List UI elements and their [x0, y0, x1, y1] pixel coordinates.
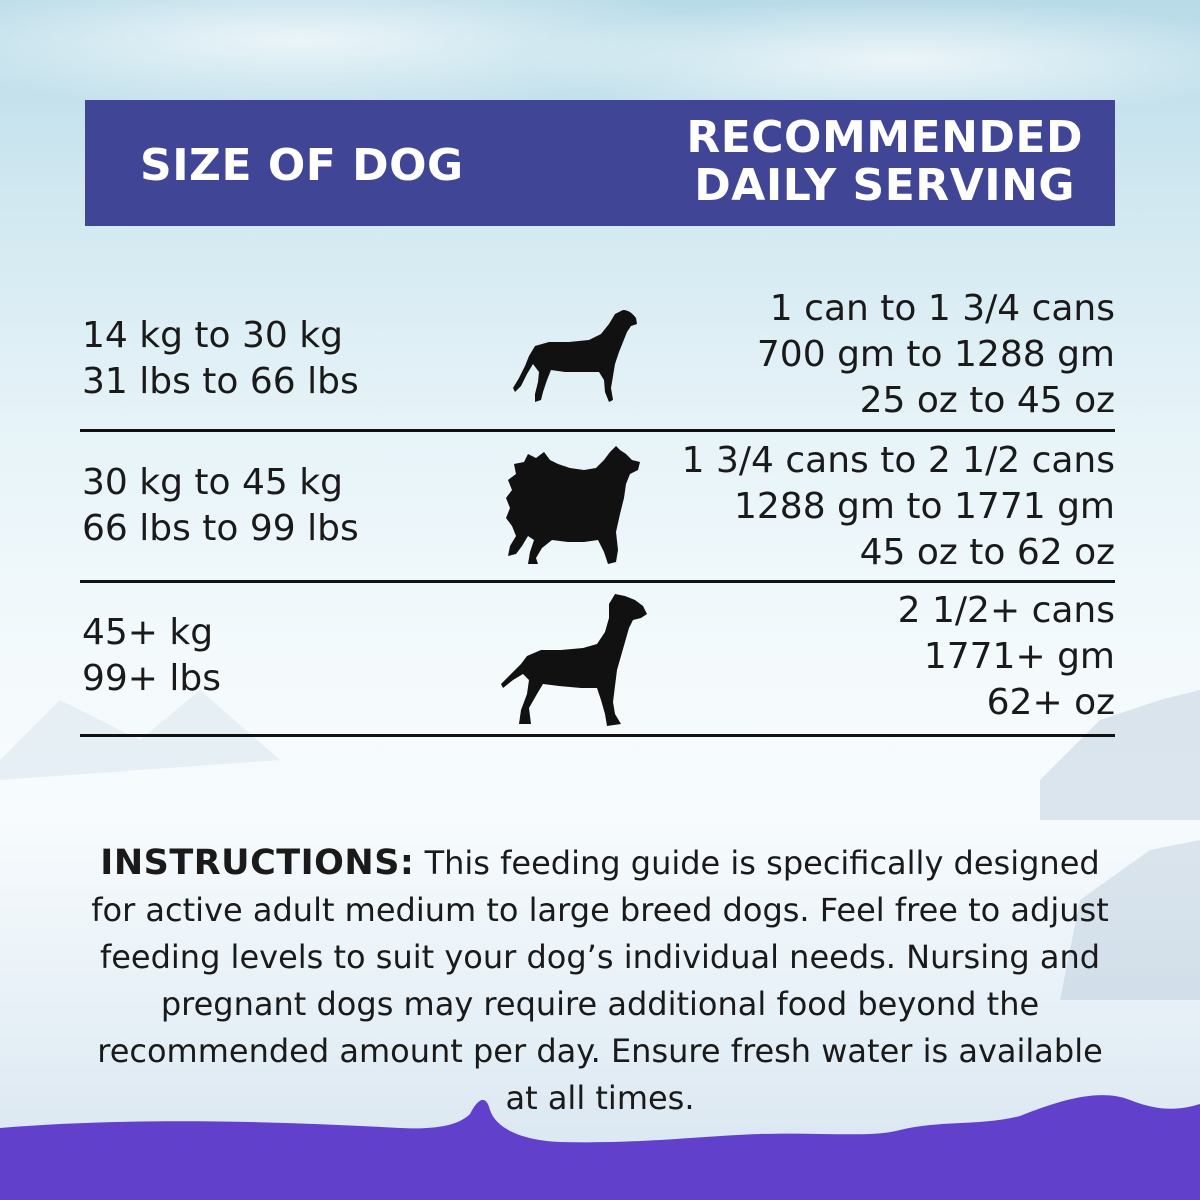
serving-oz: 62+ oz	[986, 682, 1115, 723]
table-header	[85, 100, 1115, 226]
row-divider	[80, 580, 1115, 583]
serving-cell	[682, 438, 1115, 576]
size-of-dog-heading: SIZE OF DOG	[140, 140, 464, 191]
fluffy-dog-icon	[498, 442, 643, 570]
serving-oz: 25 oz to 45 oz	[859, 380, 1115, 421]
serving-cell	[757, 286, 1115, 424]
size-lbs: 99+ lbs	[82, 658, 222, 699]
size-kg: 14 kg to 30 kg	[82, 315, 343, 356]
serving-oz: 45 oz to 62 oz	[859, 532, 1115, 573]
recommended-serving-heading	[686, 114, 1083, 210]
serving-cans: 2 1/2+ cans	[897, 590, 1115, 631]
dog-size-cell	[82, 610, 221, 702]
size-kg: 30 kg to 45 kg	[82, 462, 343, 503]
size-lbs: 31 lbs to 66 lbs	[82, 361, 359, 402]
table-row	[80, 440, 1115, 575]
instructions-text: This feeding guide is specifically designed for active adult medium to large breed dogs. Feel free to adjust feeding levels to suit your dog’s individual needs. Nursing and pregnant dogs may require additional food beyond the recommended amount per day. Ensure fresh water is available at all times.	[91, 844, 1109, 1117]
dog-size-cell	[82, 460, 359, 552]
size-kg: 45+ kg	[82, 612, 214, 653]
serving-cans: 1 can to 1 3/4 cans	[769, 288, 1115, 329]
serving-heading-line1: RECOMMENDED	[686, 112, 1083, 163]
serving-heading-line2: DAILY SERVING	[694, 160, 1076, 211]
serving-gm: 1288 gm to 1771 gm	[734, 486, 1115, 527]
table-row	[80, 590, 1115, 730]
serving-gm: 700 gm to 1288 gm	[756, 334, 1115, 375]
serving-cell	[898, 588, 1115, 726]
row-divider	[80, 429, 1115, 432]
table-row	[80, 290, 1115, 420]
great-dane-icon	[497, 590, 652, 730]
dog-size-cell	[82, 313, 359, 405]
purple-wave-footer	[0, 1080, 1200, 1200]
row-divider	[80, 734, 1115, 737]
medium-dog-icon	[505, 302, 640, 407]
instructions-label: INSTRUCTIONS:	[100, 843, 415, 883]
serving-cans: 1 3/4 cans to 2 1/2 cans	[681, 440, 1115, 481]
size-lbs: 66 lbs to 99 lbs	[82, 508, 359, 549]
serving-gm: 1771+ gm	[923, 636, 1115, 677]
